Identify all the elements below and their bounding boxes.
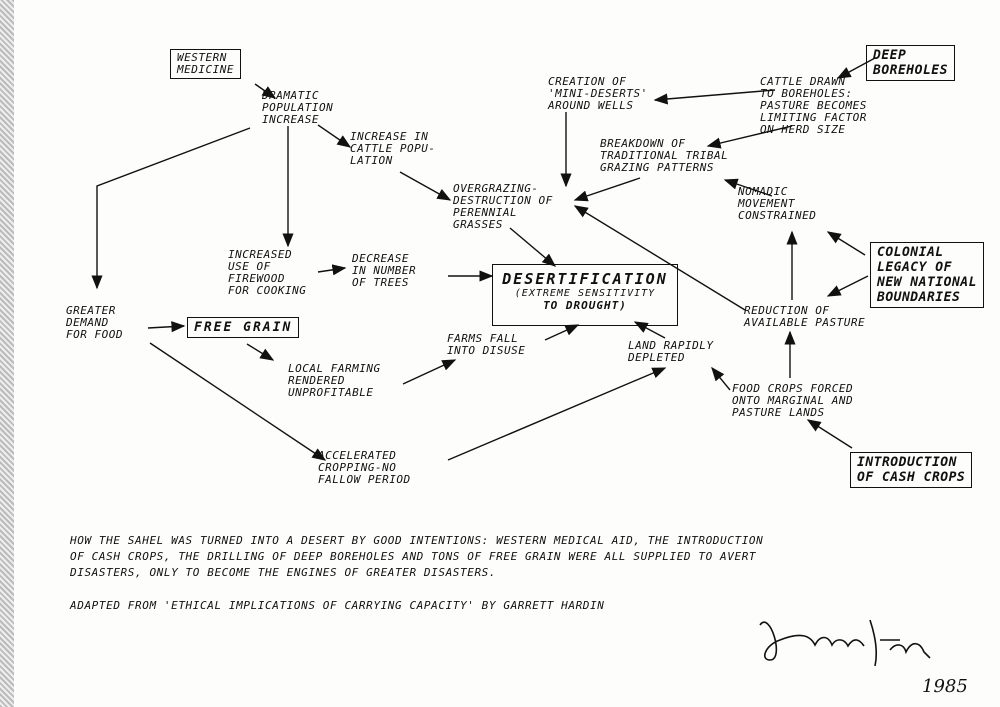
node-decrease-trees: DECREASE IN NUMBER OF TREES bbox=[352, 252, 417, 289]
caption-line-2: OF CASH CROPS, THE DRILLING OF DEEP BOREHOLES AND TONS OF FREE GRAIN WERE ALL SUPPLIED TO AVERT bbox=[70, 550, 757, 563]
arrow-breakdown-overgrazing bbox=[575, 178, 640, 200]
arrow-localfarming-farmsfall bbox=[403, 360, 455, 384]
node-deep-boreholes: DEEP BOREHOLES bbox=[866, 45, 955, 81]
node-local-farming: LOCAL FARMING RENDERED UNPROFITABLE bbox=[288, 362, 381, 399]
arrow-fooddemand-freegrain bbox=[148, 326, 184, 328]
arrow-overgrazing-desertification bbox=[510, 228, 555, 266]
desertification-title: DESERTIFICATION bbox=[502, 270, 668, 288]
arrow-cattle-overgrazing bbox=[400, 172, 450, 200]
node-farms-fall: FARMS FALL INTO DISUSE bbox=[447, 332, 526, 357]
caption-source: ADAPTED FROM 'ETHICAL IMPLICATIONS OF CARRYING CAPACITY' BY GARRETT HARDIN bbox=[70, 599, 605, 612]
arrow-colonial-nomadic bbox=[828, 232, 865, 255]
arrow-population-cattle bbox=[318, 125, 350, 147]
arrow-freegrain-localfarming bbox=[247, 344, 273, 360]
node-food-crops-forced: FOOD CROPS FORCED ONTO MARGINAL AND PASTURE LANDS bbox=[732, 382, 854, 419]
arrow-cattledrawn-minideserts bbox=[655, 90, 775, 100]
node-cattle-drawn: CATTLE DRAWN TO BOREHOLES: PASTURE BECOMES LIMITING FACTOR ON HERD SIZE bbox=[760, 75, 867, 136]
arrow-fooddemand-cropping bbox=[150, 343, 325, 460]
node-cattle-population: INCREASE IN CATTLE POPU- LATION bbox=[350, 130, 436, 167]
signature bbox=[740, 600, 970, 680]
node-nomadic-constrained: NOMADIC MOVEMENT CONSTRAINED bbox=[738, 185, 817, 222]
node-reduction-pasture: REDUCTION OF AVAILABLE PASTURE bbox=[744, 304, 866, 329]
node-accelerated-cropping: ACCELERATED CROPPING-NO FALLOW PERIOD bbox=[318, 449, 411, 486]
desertification-subtitle-2: TO DROUGHT) bbox=[543, 299, 627, 312]
node-colonial-legacy: COLONIAL LEGACY OF NEW NATIONAL BOUNDARIES bbox=[870, 242, 984, 308]
arrow-cashcrops-foodcrops bbox=[808, 420, 852, 448]
arrow-firewood-trees bbox=[318, 268, 345, 272]
desertification-subtitle-1: (EXTREME SENSITIVITY bbox=[514, 288, 656, 299]
arrow-colonial-reduction bbox=[828, 276, 868, 296]
caption-line-1: HOW THE SAHEL WAS TURNED INTO A DESERT BY GOOD INTENTIONS: WESTERN MEDICAL AID, THE INTRODUCTION bbox=[70, 534, 764, 547]
node-mini-deserts: CREATION OF 'MINI-DESERTS' AROUND WELLS bbox=[548, 75, 648, 112]
node-desertification bbox=[492, 264, 678, 326]
node-western-medicine: WESTERN MEDICINE bbox=[170, 49, 241, 79]
node-free-grain: FREE GRAIN bbox=[187, 317, 299, 338]
node-land-depleted: LAND RAPIDLY DEPLETED bbox=[628, 339, 714, 364]
arrow-foodcrops-landdepleted bbox=[712, 368, 730, 390]
node-breakdown-grazing: BREAKDOWN OF TRADITIONAL TRIBAL GRAZING PATTERNS bbox=[600, 137, 729, 174]
node-firewood: INCREASED USE OF FIREWOOD FOR COOKING bbox=[228, 248, 307, 297]
node-population-increase: DRAMATIC POPULATION INCREASE bbox=[262, 89, 334, 126]
caption-line-3: DISASTERS, ONLY TO BECOME THE ENGINES OF GREATER DISASTERS. bbox=[70, 566, 497, 579]
node-overgrazing: OVERGRAZING- DESTRUCTION OF PERENNIAL GRASSES bbox=[453, 182, 553, 231]
year-label: 1985 bbox=[922, 676, 968, 697]
arrow-farmsfall-desertification bbox=[545, 325, 578, 340]
arrow-cropping-landdepleted bbox=[448, 368, 665, 460]
node-cash-crops: INTRODUCTION OF CASH CROPS bbox=[850, 452, 972, 488]
node-greater-demand-food: GREATER DEMAND FOR FOOD bbox=[66, 304, 123, 341]
